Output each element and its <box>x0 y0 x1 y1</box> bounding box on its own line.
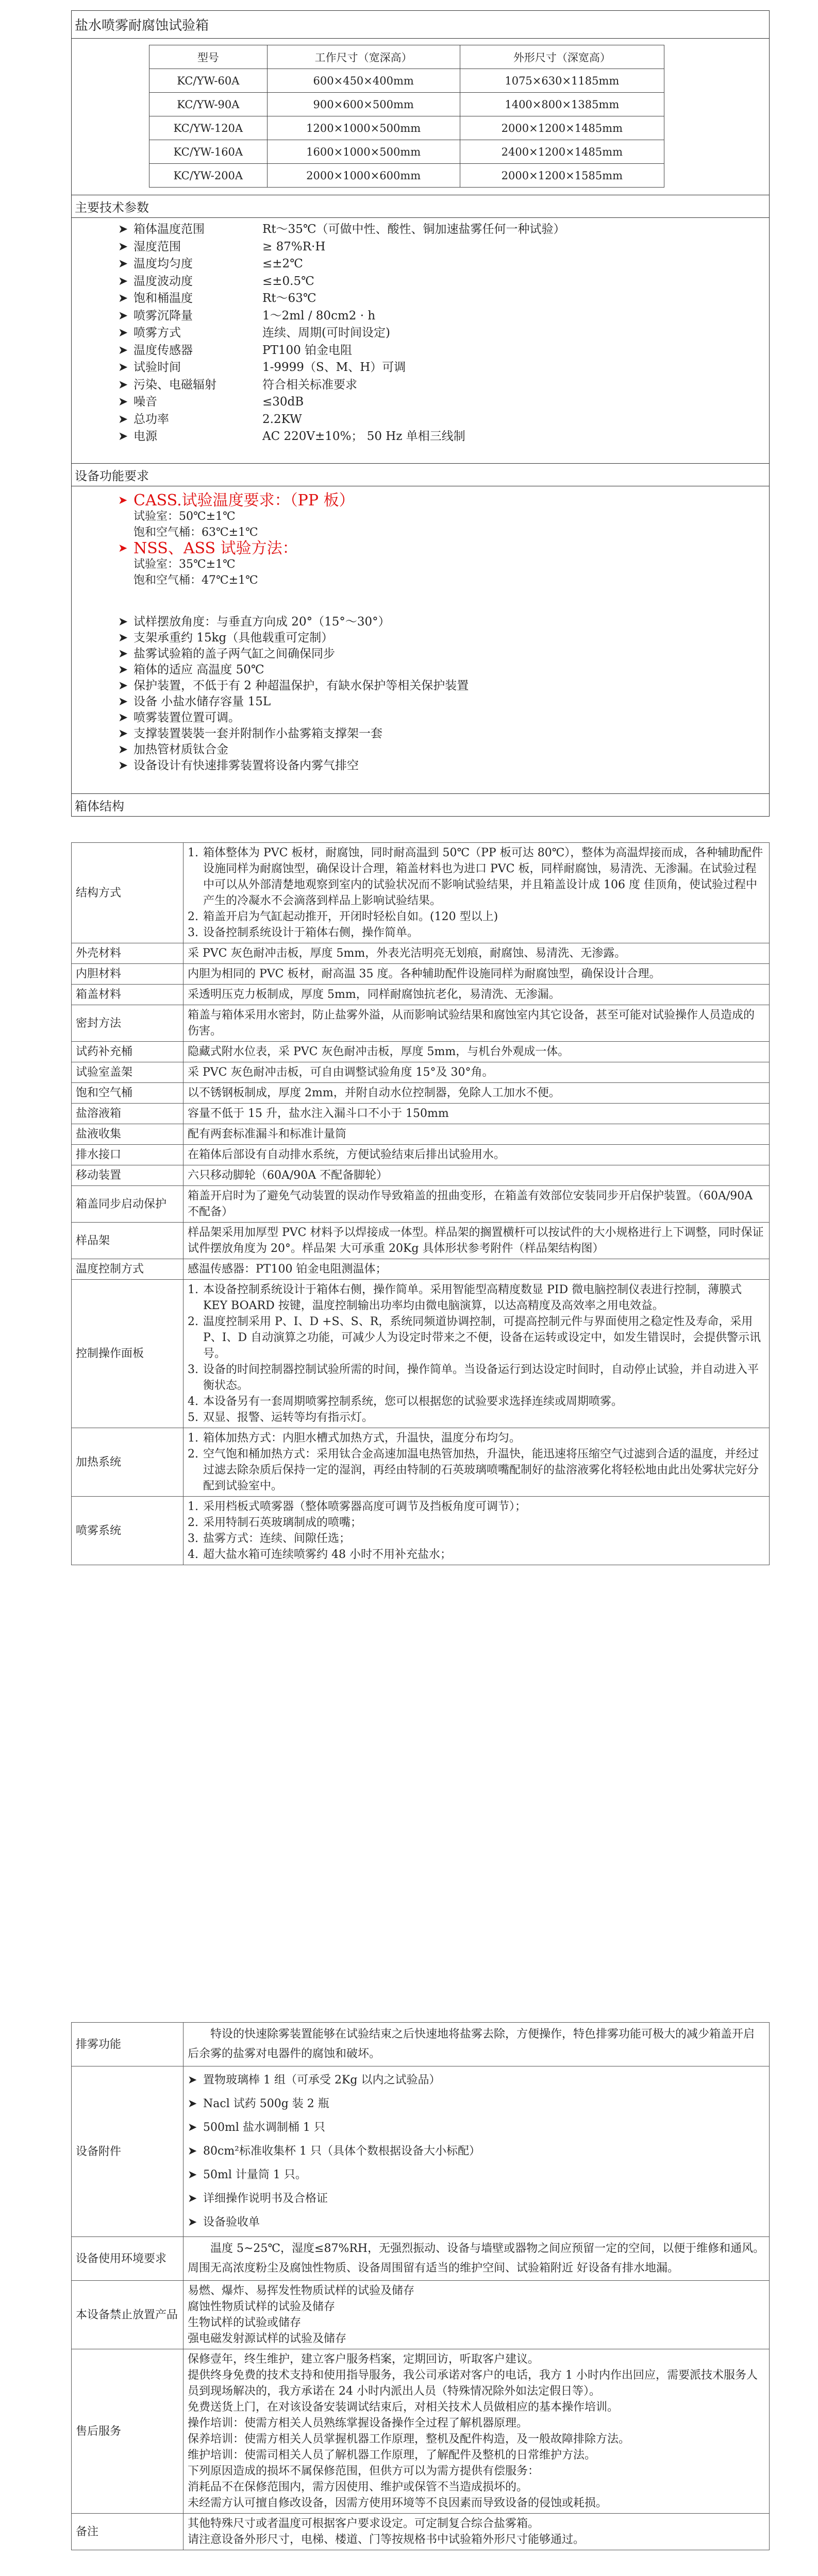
item-number: 2. <box>188 1315 198 1328</box>
param-name: 试验时间 <box>133 361 181 374</box>
func-section-title: 设备功能要求 <box>72 463 769 486</box>
nss-line-1: 试验室：35℃±1℃ <box>133 558 236 571</box>
header-model: 型号 <box>149 45 268 69</box>
row-label: 加热系统 <box>72 1428 183 1497</box>
outer-size: 2000×1200×1585mm <box>460 164 664 188</box>
param-value: 1～2ml / 80cm2 · h <box>262 309 376 323</box>
numbered-item <box>188 1282 765 1314</box>
row-content <box>183 1005 770 1042</box>
row-content <box>183 1083 770 1104</box>
structure-row <box>72 985 770 1005</box>
row-label: 备注 <box>72 2514 183 2550</box>
item-number: 2. <box>188 1448 198 1461</box>
item-number: 3. <box>188 926 198 939</box>
line-text: 未经需方认可擅自修改设备，因需方使用环境等不良因素而导致设备的侵蚀或耗损。 <box>188 2497 608 2510</box>
arrow-icon: ➤ <box>118 412 128 426</box>
tech-section-title: 主要技术参数 <box>72 195 769 218</box>
row-text: 以不锈钢板制成，厚度 2mm，并附自动水位控制器，免除人工加水不便。 <box>188 1087 560 1099</box>
feature-text: 设备 小盐水储存容量 15L <box>133 695 271 708</box>
service-row <box>72 2237 770 2281</box>
item-text: 本设备另有一套周期喷雾控制系统，您可以根据您的试验要求选择连续或周期喷雾。 <box>203 1395 623 1408</box>
arrow-icon: ➤ <box>188 2192 197 2205</box>
row-content <box>183 1223 770 1259</box>
row-label: 移动装置 <box>72 1165 183 1186</box>
service-table <box>71 2022 770 2550</box>
arrow-icon: ➤ <box>188 2168 197 2181</box>
line-text: 生物试样的试验或储存 <box>188 2316 302 2329</box>
work-size: 900×600×500mm <box>267 93 460 116</box>
row-content <box>183 1259 770 1280</box>
arrow-icon: ➤ <box>118 361 128 374</box>
item-number: 4. <box>188 1395 198 1408</box>
row-text: 温度 5~25℃，湿度≤87%RH，无强烈振动、设备与墙壁或器物之间应预留一定的空间，以便于维修和通风。周围无高浓度粉尘及腐蚀性物质、设备周围留有适当的维护空间、试验箱附近 好设备有排水地漏。 <box>188 2242 765 2275</box>
row-content <box>183 2023 770 2066</box>
item-text: 500ml 盐水调制桶 1 只 <box>203 2121 325 2134</box>
arrow-icon: ➤ <box>118 274 128 288</box>
row-content <box>183 1165 770 1186</box>
param-value: ≤±0.5℃ <box>262 274 314 288</box>
arrow-icon: ➤ <box>118 240 128 253</box>
item-text: 采用档板式喷雾器（整体喷雾器高度可调节及挡板角度可调节）； <box>203 1500 527 1513</box>
structure-row <box>72 1428 770 1497</box>
row-label: 结构方式 <box>72 843 183 943</box>
structure-row <box>72 1165 770 1186</box>
outer-size: 1400×800×1385mm <box>460 93 664 116</box>
param-name: 喷雾沉降量 <box>133 309 193 323</box>
param-name: 温度传感器 <box>133 343 193 357</box>
numbered-item <box>188 1314 765 1362</box>
row-label: 设备使用环境要求 <box>72 2237 183 2281</box>
item-number: 3. <box>188 1532 198 1545</box>
arrow-icon: ➤ <box>118 743 128 756</box>
model-row <box>149 140 664 164</box>
row-label: 盐溶液箱 <box>72 1104 183 1124</box>
feature-text: 喷雾装置位置可调。 <box>133 711 240 724</box>
arrow-icon: ➤ <box>118 326 128 340</box>
row-label: 箱盖材料 <box>72 985 183 1005</box>
row-label: 排雾功能 <box>72 2023 183 2066</box>
outer-size: 2000×1200×1485mm <box>460 116 664 140</box>
header-outer-size: 外形尺寸（深宽高） <box>460 45 664 69</box>
line-text: 其他特殊尺寸或者温度可根据客户要求设定。可定制复合综合盐雾箱。 <box>188 2517 540 2530</box>
line-text: 操作培训：使需方相关人员熟练掌握设备操作全过程了解机器原理。 <box>188 2417 528 2430</box>
line-text: 下列原因造成的损坏不属保修范围，但供方可以为需方提供有偿服务： <box>188 2465 540 2478</box>
accessory-item <box>188 2211 765 2234</box>
item-text: 设备的时间控制器控制试验所需的时间，操作简单。当设备运行到达设定时间时，自动停止试验，并自动进入平衡状态。 <box>203 1363 759 1392</box>
row-text: 配有两套标准漏斗和标准计量筒 <box>188 1128 347 1141</box>
tech-param <box>72 273 769 291</box>
arrow-icon: ➤ <box>118 378 128 392</box>
row-text: 容量不低于 15 升，盐水注入漏斗口不小于 150mm <box>188 1107 449 1120</box>
header-work-size: 工作尺寸（宽深高） <box>267 45 460 69</box>
box-structure-label: 箱体结构 <box>72 793 769 816</box>
row-text: 采 PVC 灰色耐冲击板，可自由调整试验角度 15°及 30°角。 <box>188 1066 494 1079</box>
model-name: KC/YW-160A <box>149 140 268 164</box>
tech-param <box>72 325 769 342</box>
row-content <box>183 1497 770 1565</box>
cass-line-2: 饱和空气桶：63℃±1℃ <box>133 526 258 539</box>
structure-row <box>72 1005 770 1042</box>
item-text: 温度控制采用 P、I、D +S、S、R，系统同频道协调控制，可提高控制元件与界面使用之稳定性及寿命，采用 P、I、D 自动演算之功能，可减少人为设定时带来之不便，设备在运转或设定中，如发生错误时，会提供警示讯号。 <box>203 1315 761 1360</box>
arrow-icon: ➤ <box>188 2074 197 2087</box>
tech-param <box>72 411 769 429</box>
row-content <box>183 2237 770 2281</box>
tech-param <box>72 308 769 325</box>
line-text: 易燃、爆炸、易挥发性物质试样的试验及储存 <box>188 2284 415 2297</box>
structure-row <box>72 843 770 943</box>
feature-text: 设备设计有快速排雾装置将设备内雾气排空 <box>133 759 359 772</box>
model-name: KC/YW-60A <box>149 69 268 93</box>
cass-title: ➤ CASS.试验温度要求：（PP 板） <box>118 492 355 510</box>
row-label: 售后服务 <box>72 2349 183 2514</box>
numbered-item <box>188 1499 765 1515</box>
arrow-icon: ➤ <box>118 759 128 772</box>
numbered-item <box>188 1430 765 1446</box>
structure-row <box>72 1223 770 1259</box>
param-value: PT100 铂金电阻 <box>262 343 353 357</box>
param-value: Rt～63℃ <box>262 292 316 305</box>
numbered-item <box>188 1394 765 1410</box>
row-label: 温度控制方式 <box>72 1259 183 1280</box>
row-label: 设备附件 <box>72 2066 183 2237</box>
row-text: 感温传感器：PT100 铂金电阻测温体； <box>188 1263 387 1276</box>
param-name: 温度波动度 <box>133 274 193 288</box>
tech-param <box>72 359 769 377</box>
structure-row <box>72 1104 770 1124</box>
item-number: 4. <box>188 1548 198 1561</box>
tech-param <box>72 239 769 256</box>
feature-text: 支撑装置裝裝一套并附制作小盐雾箱支撑架一套 <box>133 727 382 740</box>
feature-text: 试样摆放角度：与垂直方向成 20°（15°～30°） <box>133 615 390 629</box>
row-content <box>183 2514 770 2550</box>
service-section <box>71 2022 770 2550</box>
feature-item <box>72 646 769 662</box>
numbered-item <box>188 1547 765 1563</box>
nss-line-2: 饱和空气桶：47℃±1℃ <box>133 574 258 587</box>
structure-row <box>72 1186 770 1223</box>
arrow-icon: ➤ <box>118 257 128 270</box>
work-size: 600×450×400mm <box>267 69 460 93</box>
row-content <box>183 2281 770 2349</box>
feature-item <box>72 710 769 726</box>
row-content <box>183 1042 770 1062</box>
line-text: 保养培训：使需方相关人员掌握机器工作原理，整机及配件构造，及一般故障排除方法。 <box>188 2433 630 2446</box>
row-label: 外壳材料 <box>72 943 183 964</box>
arrow-icon: ➤ <box>188 2145 197 2158</box>
feature-item <box>72 678 769 694</box>
service-row <box>72 2349 770 2514</box>
row-label: 试药补充桶 <box>72 1042 183 1062</box>
work-size: 2000×1000×600mm <box>267 164 460 188</box>
item-text: 超大盐水箱可连续喷雾约 48 小时不用补充盐水； <box>203 1548 452 1561</box>
arrow-icon: ➤ <box>118 309 128 323</box>
structure-row <box>72 1497 770 1565</box>
row-text: 隐藏式附水位表，采 PVC 灰色耐冲击板，厚度 5mm，与机台外观成一体。 <box>188 1045 570 1058</box>
numbered-item <box>188 1515 765 1531</box>
structure-row <box>72 943 770 964</box>
item-number: 5. <box>188 1411 198 1424</box>
arrow-icon: ➤ <box>118 663 128 676</box>
feature-item <box>72 662 769 678</box>
model-table-header <box>149 45 664 69</box>
model-name: KC/YW-120A <box>149 116 268 140</box>
structure-row <box>72 1042 770 1062</box>
param-name: 喷雾方式 <box>133 326 181 340</box>
service-row <box>72 2514 770 2550</box>
arrow-icon: ➤ <box>118 615 128 629</box>
item-text: Nacl 试药 500g 装 2 瓶 <box>203 2097 329 2110</box>
item-text: 双显、报警、运转等均有指示灯。 <box>203 1411 374 1424</box>
row-content <box>183 2349 770 2514</box>
param-value: Rt～35℃（可做中性、酸性、铜加速盐雾任何一种试验） <box>262 223 565 236</box>
row-text: 六只移动脚轮（60A/90A 不配备脚轮） <box>188 1169 388 1182</box>
arrow-icon: ➤ <box>118 430 128 443</box>
line-text: 提供终身免费的技术支持和使用指导服务，我公司承诺对客户的电话，我方 1 小时内作出回应，需要派技术服务人员到现场解决的，我方承诺在 24 小时内派出人员（特殊情况除外如法定假日等）。 <box>188 2369 758 2398</box>
arrow-icon: ➤ <box>118 343 128 357</box>
param-value: ≤30dB <box>262 395 304 409</box>
arrow-icon: ➤ <box>118 647 128 660</box>
arrow-icon: ➤ <box>118 695 128 708</box>
param-name: 箱体温度范围 <box>133 223 205 236</box>
feature-text: 保护装置，不低于有 2 种超温保护，有缺水保护等相关保护装置 <box>133 679 469 692</box>
row-label: 试验室盖架 <box>72 1062 183 1083</box>
structure-row <box>72 1124 770 1145</box>
model-name: KC/YW-90A <box>149 93 268 116</box>
row-text: 箱盖开启时为了避免气动装置的误动作导致箱盖的扭曲变形，在箱盖有效部位安装同步开启保护装置。（60A/90A 不配备） <box>188 1190 753 1218</box>
structure-table <box>71 842 770 1565</box>
accessory-item <box>188 2116 765 2140</box>
arrow-icon: ➤ <box>118 631 128 645</box>
numbered-item <box>188 845 765 909</box>
item-text: 置物玻璃棒 1 组（可承受 2Kg 以内之试验品） <box>203 2074 441 2087</box>
structure-row <box>72 1145 770 1165</box>
param-value: ≤±2℃ <box>262 257 303 270</box>
tech-param <box>72 221 769 239</box>
numbered-item <box>188 909 765 925</box>
line-text: 免费送货上门，在对该设备安装调试结束后，对相关技术人员做相应的基本操作培训。 <box>188 2401 619 2414</box>
row-content <box>183 1062 770 1083</box>
model-row <box>149 116 664 140</box>
tech-param <box>72 428 769 446</box>
numbered-item <box>188 1446 765 1494</box>
row-content <box>183 1280 770 1428</box>
arrow-icon: ➤ <box>118 395 128 409</box>
feature-text: 盐雾试验箱的盖子两气缸之间确保同步 <box>133 647 335 660</box>
item-number: 1. <box>188 1283 198 1296</box>
param-value: 1-9999（S、M、H）可调 <box>262 361 406 374</box>
row-label: 饱和空气桶 <box>72 1083 183 1104</box>
param-name: 总功率 <box>133 412 169 426</box>
item-number: 1. <box>188 1432 198 1445</box>
work-size: 1600×1000×500mm <box>267 140 460 164</box>
row-label: 内胆材料 <box>72 964 183 985</box>
arrow-icon: ➤ <box>118 292 128 305</box>
row-label: 喷雾系统 <box>72 1497 183 1565</box>
feature-item <box>72 726 769 742</box>
structure-row <box>72 1259 770 1280</box>
row-text: 样品架采用加厚型 PVC 材料予以焊接成一体型。样品架的搁置横杆可以按试件的大小规格进行上下调整，同时保证试件摆放角度为 20°。样品架 大可承重 20Kg 具体形状参考附件（样品架结构图） <box>188 1226 764 1255</box>
row-label: 控制操作面板 <box>72 1280 183 1428</box>
service-row <box>72 2281 770 2349</box>
work-size: 1200×1000×500mm <box>267 116 460 140</box>
row-content <box>183 1428 770 1497</box>
item-number: 2. <box>188 910 198 923</box>
tech-param <box>72 342 769 360</box>
service-row <box>72 2023 770 2066</box>
model-row <box>149 93 664 116</box>
model-row <box>149 164 664 188</box>
item-number: 2. <box>188 1516 198 1529</box>
item-text: 50ml 计量筒 1 只。 <box>203 2168 307 2181</box>
feature-item <box>72 742 769 758</box>
line-text: 腐蚀性物质试样的试验及储存 <box>188 2300 336 2313</box>
accessory-item <box>188 2140 765 2163</box>
item-text: 80cm²标准收集杯 1 只（具体个数根据设备大小标配） <box>203 2145 480 2158</box>
line-text: 请注意设备外形尺寸，电梯、楼道、门等按规格书中试验箱外形尺寸能够通过。 <box>188 2533 585 2546</box>
outer-size: 2400×1200×1485mm <box>460 140 664 164</box>
outer-size: 1075×630×1185mm <box>460 69 664 93</box>
arrow-icon: ➤ <box>118 711 128 724</box>
accessory-item <box>188 2069 765 2092</box>
row-label: 样品架 <box>72 1223 183 1259</box>
structure-row <box>72 964 770 985</box>
item-number: 1. <box>188 846 198 859</box>
feature-text: 支架承重约 15kg（具他载重可定制） <box>133 631 333 645</box>
arrow-icon: ➤ <box>188 2121 197 2134</box>
numbered-item <box>188 1531 765 1547</box>
row-label: 排水接口 <box>72 1145 183 1165</box>
param-value: 连续、周期(可时间设定) <box>262 326 390 340</box>
row-text: 箱盖与箱体采用水密封，防止盐雾外溢，从而影响试验结果和腐蚀室内其它设备，甚至可能对试验操作人员造成的伤害。 <box>188 1009 755 1038</box>
item-text: 箱体加热方式：内胆水槽式加热方式，升温快，温度分布均匀。 <box>203 1432 521 1445</box>
structure-section <box>71 842 770 1565</box>
arrow-icon: ➤ <box>118 727 128 740</box>
feature-item <box>72 614 769 630</box>
spec-sheet-top <box>71 10 770 817</box>
arrow-icon: ➤ <box>118 679 128 692</box>
arrow-icon: ➤ <box>188 2097 197 2110</box>
item-text: 箱盖开启为气缸起动推开，开闭时轻松自如。(120 型以上) <box>203 910 498 923</box>
row-text: 特设的快速除雾装置能够在试验结束之后快速地将盐雾去除，方便操作，特色排雾功能可极大的减少箱盖开启后余雾的盐雾对电器件的腐蚀和破坏。 <box>188 2028 755 2060</box>
row-label: 本设备禁止放置产品 <box>72 2281 183 2349</box>
param-value: 2.2KW <box>262 412 302 426</box>
item-number: 3. <box>188 1363 198 1376</box>
feature-item <box>72 694 769 710</box>
param-name: 温度均匀度 <box>133 257 193 270</box>
row-content <box>183 1104 770 1124</box>
item-number: 1. <box>188 1500 198 1513</box>
cass-line-1: 试验室：50℃±1℃ <box>133 510 236 523</box>
item-text: 采用特制石英玻璃制成的喷嘴； <box>203 1516 362 1529</box>
tech-param <box>72 290 769 308</box>
row-content <box>183 1186 770 1223</box>
nss-title: ➤ NSS、ASS 试验方法： <box>118 539 298 557</box>
param-name: 电源 <box>133 430 157 443</box>
item-text: 空气饱和桶加热方式：采用钛合金高速加温电热管加热，升温快，能迅速将压缩空气过滤到合适的温度，并经过过滤去除杂质后保持一定的湿润，再经由特制的石英玻璃喷嘴配制好的盐溶液雾化将轻松地由此出处雾状完好分配到试验室中。 <box>203 1448 759 1493</box>
numbered-item <box>188 925 765 941</box>
tech-param <box>72 256 769 273</box>
param-value: 符合相关标准要求 <box>262 378 357 392</box>
row-content <box>183 843 770 943</box>
line-text: 维护培训：使需司相关人员了解机器工作原理，了解配件及整机的日常维护方法。 <box>188 2449 596 2462</box>
row-text: 采 PVC 灰色耐冲击板，厚度 5mm，外表光洁明亮无划痕，耐腐蚀、易清洗、无渗露。 <box>188 947 626 960</box>
structure-row <box>72 1280 770 1428</box>
tech-param <box>72 377 769 394</box>
row-content <box>183 1145 770 1165</box>
feature-item <box>72 630 769 646</box>
row-content <box>183 2066 770 2237</box>
structure-row <box>72 1083 770 1104</box>
arrow-icon: ➤ <box>118 223 128 236</box>
param-value: ≥ 87%R·H <box>262 240 326 253</box>
model-table <box>149 45 664 188</box>
structure-row <box>72 1062 770 1083</box>
item-text: 详细操作说明书及合格证 <box>203 2192 328 2205</box>
param-name: 污染、电磁辐射 <box>133 378 216 392</box>
feature-item <box>72 758 769 774</box>
param-name: 湿度范围 <box>133 240 181 253</box>
arrow-icon: ➤ <box>188 2216 197 2229</box>
item-text: 盐雾方式：连续、间隙任选； <box>203 1532 351 1545</box>
accessory-item <box>188 2092 765 2116</box>
row-content <box>183 964 770 985</box>
service-row <box>72 2066 770 2237</box>
feature-text: 加热管材质钛合金 <box>133 743 228 756</box>
row-content <box>183 1124 770 1145</box>
page-title: 盐水喷雾耐腐蚀试验箱 <box>72 11 769 39</box>
item-text: 箱体整体为 PVC 板材，耐腐蚀，同时耐高温到 50℃（PP 板可达 80℃），整体为高温焊接而成，各种辅助配件设施同样为耐腐蚀型，确保设计合理，箱盖材料也为进口 PVC 板，同样耐腐蚀，易清洗、无渗漏。在试验过程中可以从外部清楚地观察到室内的试验状况而不影响试验结果，并且箱盖设计成 106 度 佳顶角，使试验过程中产生的冷凝水不会滴落到样品上影响试验结果。 <box>203 846 763 907</box>
row-label: 盐液收集 <box>72 1124 183 1145</box>
param-name: 噪音 <box>133 395 157 409</box>
accessory-item <box>188 2187 765 2211</box>
numbered-item <box>188 1362 765 1394</box>
line-text: 消耗品不在保修范围内，需方因使用、维护或保管不当造成损坏的。 <box>188 2481 528 2494</box>
row-text: 内胆为相同的 PVC 板材，耐高温 35 度。各种辅助配件设施同样为耐腐蚀型，确保设计合理。 <box>188 968 661 980</box>
row-content <box>183 985 770 1005</box>
line-text: 强电磁发射源试样的试验及储存 <box>188 2332 347 2345</box>
feature-text: 箱体的适应 高温度 50℃ <box>133 663 264 676</box>
item-text: 本设备控制系统设计于箱体右侧，操作简单。采用智能型高精度数显 PID 微电脑控制仪表进行控制，薄膜式 KEY BOARD 按键，温度控制输出功率均由微电脑演算，以达高精度及高效率之用电效益。 <box>203 1283 742 1312</box>
param-name: 饱和桶温度 <box>133 292 193 305</box>
model-row <box>149 69 664 93</box>
tech-param <box>72 394 769 411</box>
row-label: 箱盖同步启动保护 <box>72 1186 183 1223</box>
item-text: 设备验收单 <box>203 2216 260 2229</box>
numbered-item <box>188 1410 765 1426</box>
line-text: 保修壹年，终生维护，建立客户服务档案，定期回访，听取客户建议。 <box>188 2353 540 2366</box>
row-text: 在箱体后部设有自动排水系统，方便试验结束后排出试验用水。 <box>188 1148 506 1161</box>
model-name: KC/YW-200A <box>149 164 268 188</box>
row-content <box>183 943 770 964</box>
accessory-item <box>188 2163 765 2187</box>
param-value: AC 220V±10%； 50 Hz 单相三线制 <box>262 430 465 443</box>
row-label: 密封方法 <box>72 1005 183 1042</box>
item-text: 设备控制系统设计于箱体右侧，操作简单。 <box>203 926 419 939</box>
row-text: 采透明压克力板制成，厚度 5mm，同样耐腐蚀抗老化，易清洗、无渗漏。 <box>188 988 560 1001</box>
